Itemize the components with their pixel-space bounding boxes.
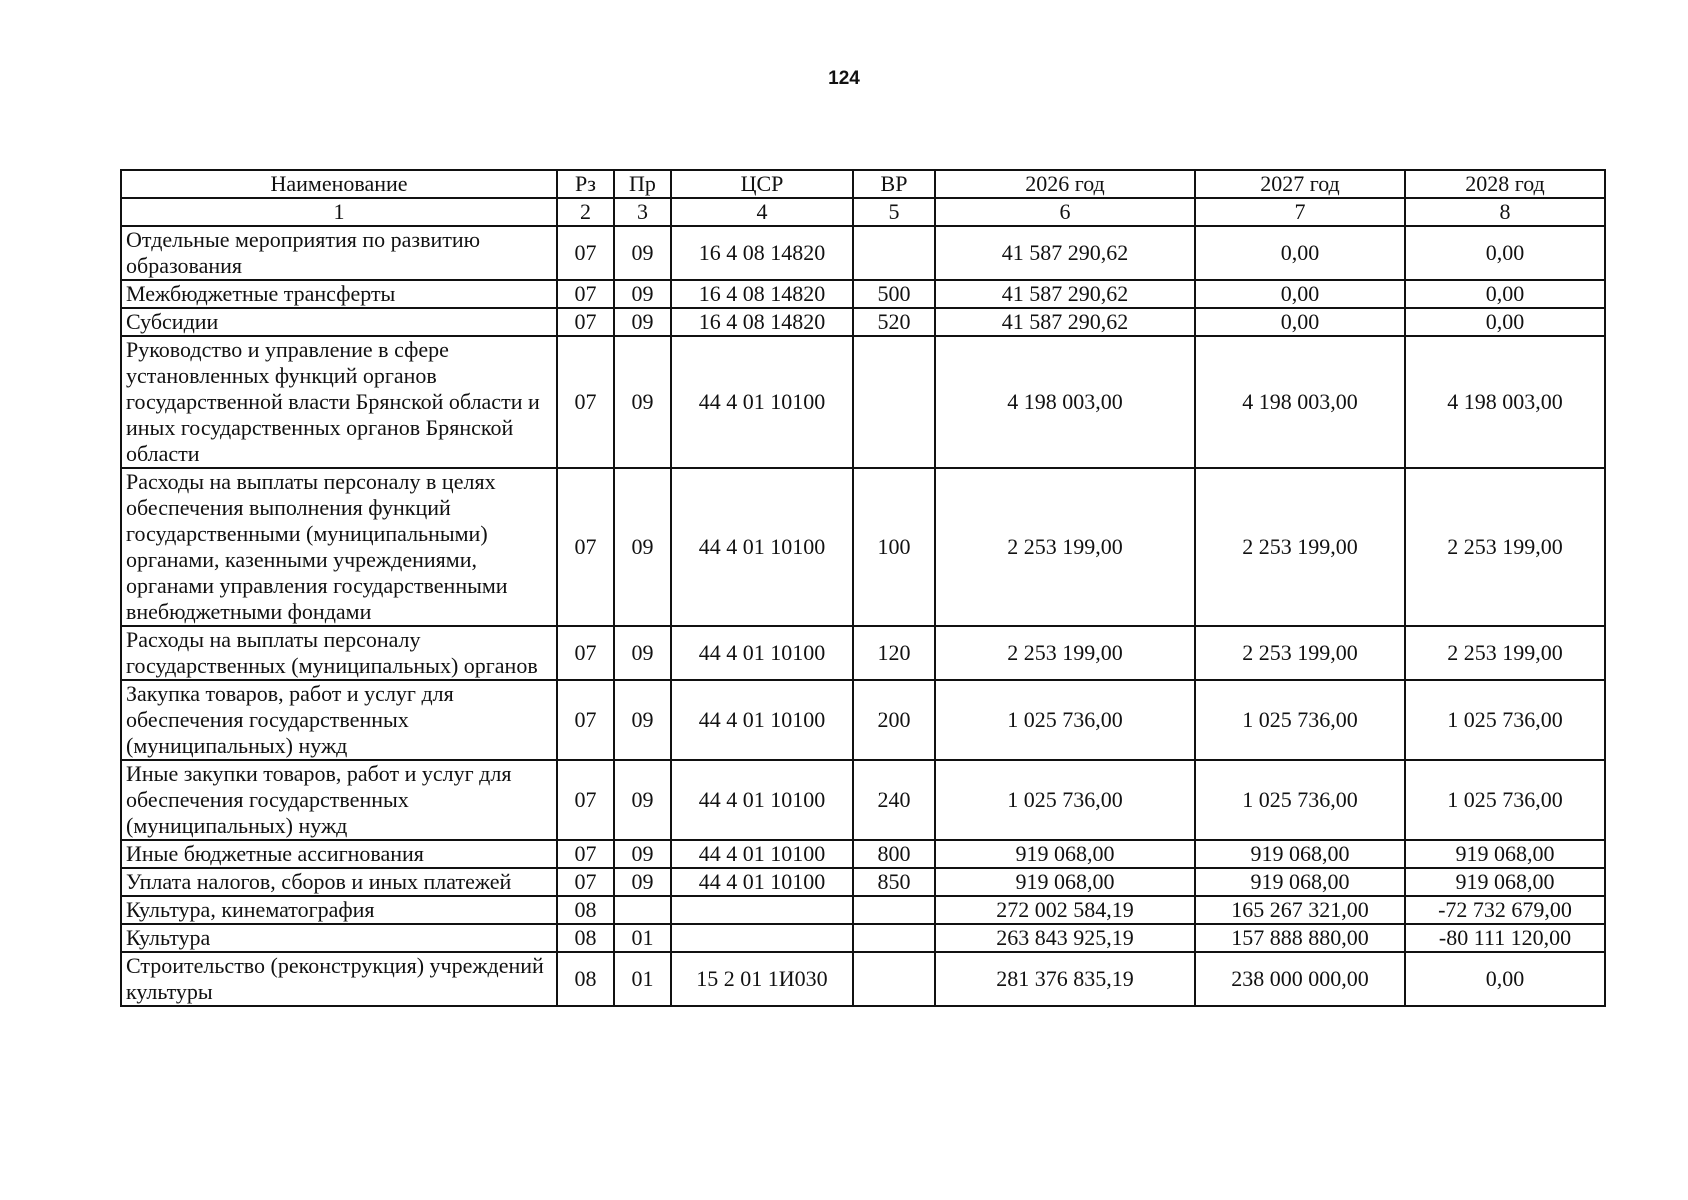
row-csr: 44 4 01 10100 [671,760,853,840]
row-csr: 44 4 01 10100 [671,868,853,896]
row-2026: 919 068,00 [935,868,1195,896]
header-2026: 2026 год [935,170,1195,198]
column-number: 8 [1405,198,1605,226]
row-2026: 2 253 199,00 [935,468,1195,626]
row-name: Расходы на выплаты персоналу в целях обеспечения выполнения функций государственными (муниципальными) органами, казенными учреждениями, органами управления государственными внебюджетными фондами [121,468,557,626]
row-name: Отдельные мероприятия по развитию образования [121,226,557,280]
row-2027: 157 888 880,00 [1195,924,1405,952]
column-number: 7 [1195,198,1405,226]
table-row [121,308,1605,336]
row-rz: 07 [557,468,614,626]
row-name: Культура, кинематография [121,896,557,924]
row-2028: 919 068,00 [1405,868,1605,896]
row-name: Уплата налогов, сборов и иных платежей [121,868,557,896]
row-rz: 07 [557,280,614,308]
row-name: Расходы на выплаты персоналу государственных (муниципальных) органов [121,626,557,680]
row-vr [853,226,935,280]
header-2028: 2028 год [1405,170,1605,198]
column-number: 3 [614,198,671,226]
row-rz: 07 [557,760,614,840]
row-2028: 4 198 003,00 [1405,336,1605,468]
row-name: Закупка товаров, работ и услуг для обеспечения государственных (муниципальных) нужд [121,680,557,760]
row-rz: 08 [557,896,614,924]
row-csr: 16 4 08 14820 [671,308,853,336]
row-rz: 08 [557,952,614,1006]
row-2028: 0,00 [1405,308,1605,336]
row-2026: 41 587 290,62 [935,280,1195,308]
table-row [121,280,1605,308]
row-vr: 120 [853,626,935,680]
row-2027: 0,00 [1195,280,1405,308]
row-2027: 2 253 199,00 [1195,626,1405,680]
table-row [121,952,1605,1006]
row-2026: 41 587 290,62 [935,308,1195,336]
row-pr: 09 [614,226,671,280]
header-vr: ВР [853,170,935,198]
row-2028: 2 253 199,00 [1405,468,1605,626]
row-2027: 919 068,00 [1195,868,1405,896]
row-rz: 08 [557,924,614,952]
row-rz: 07 [557,680,614,760]
row-2027: 2 253 199,00 [1195,468,1405,626]
row-2028: 0,00 [1405,226,1605,280]
row-2028: -80 111 120,00 [1405,924,1605,952]
row-csr [671,924,853,952]
row-rz: 07 [557,868,614,896]
row-vr: 500 [853,280,935,308]
table-row [121,924,1605,952]
row-csr: 44 4 01 10100 [671,468,853,626]
row-pr: 09 [614,868,671,896]
column-number-row [121,198,1605,226]
row-vr: 240 [853,760,935,840]
row-vr [853,924,935,952]
row-name: Иные закупки товаров, работ и услуг для обеспечения государственных (муниципальных) нужд [121,760,557,840]
row-csr: 44 4 01 10100 [671,840,853,868]
row-pr: 09 [614,308,671,336]
column-number: 1 [121,198,557,226]
row-2027: 165 267 321,00 [1195,896,1405,924]
header-row [121,170,1605,198]
header-2027: 2027 год [1195,170,1405,198]
page-number: 124 [828,68,860,89]
row-2028: 0,00 [1405,952,1605,1006]
table-row [121,868,1605,896]
row-2026: 4 198 003,00 [935,336,1195,468]
table-row [121,336,1605,468]
column-number: 6 [935,198,1195,226]
column-number: 2 [557,198,614,226]
row-rz: 07 [557,840,614,868]
row-2028: 0,00 [1405,280,1605,308]
budget-table [120,169,1606,1007]
row-name: Субсидии [121,308,557,336]
row-vr: 520 [853,308,935,336]
row-2026: 263 843 925,19 [935,924,1195,952]
column-number: 5 [853,198,935,226]
row-name: Иные бюджетные ассигнования [121,840,557,868]
row-2026: 281 376 835,19 [935,952,1195,1006]
row-name: Межбюджетные трансферты [121,280,557,308]
table-row [121,468,1605,626]
row-2027: 4 198 003,00 [1195,336,1405,468]
row-2026: 1 025 736,00 [935,680,1195,760]
row-2027: 0,00 [1195,226,1405,280]
row-pr: 09 [614,336,671,468]
row-2026: 1 025 736,00 [935,760,1195,840]
row-vr [853,896,935,924]
row-2028: -72 732 679,00 [1405,896,1605,924]
row-2028: 1 025 736,00 [1405,760,1605,840]
row-csr: 16 4 08 14820 [671,226,853,280]
table-row [121,626,1605,680]
row-pr: 01 [614,952,671,1006]
table-row [121,760,1605,840]
row-2027: 238 000 000,00 [1195,952,1405,1006]
row-vr: 850 [853,868,935,896]
header-name: Наименование [121,170,557,198]
table-row [121,840,1605,868]
row-pr: 09 [614,468,671,626]
column-number: 4 [671,198,853,226]
row-2026: 272 002 584,19 [935,896,1195,924]
row-name: Руководство и управление в сфере установленных функций органов государственной власти Брянской области и иных государственных органов Брянской области [121,336,557,468]
row-2028: 1 025 736,00 [1405,680,1605,760]
row-vr: 100 [853,468,935,626]
header-pr: Пр [614,170,671,198]
table-row [121,226,1605,280]
row-2027: 919 068,00 [1195,840,1405,868]
row-pr: 09 [614,680,671,760]
table-row [121,896,1605,924]
row-csr: 15 2 01 1И030 [671,952,853,1006]
row-csr: 44 4 01 10100 [671,336,853,468]
row-rz: 07 [557,336,614,468]
row-2027: 1 025 736,00 [1195,760,1405,840]
row-csr: 44 4 01 10100 [671,626,853,680]
table-row [121,680,1605,760]
row-csr: 44 4 01 10100 [671,680,853,760]
row-vr: 800 [853,840,935,868]
row-vr: 200 [853,680,935,760]
row-csr [671,896,853,924]
row-2026: 41 587 290,62 [935,226,1195,280]
row-2027: 1 025 736,00 [1195,680,1405,760]
row-vr [853,336,935,468]
row-pr: 09 [614,626,671,680]
row-2028: 919 068,00 [1405,840,1605,868]
row-2027: 0,00 [1195,308,1405,336]
row-2026: 2 253 199,00 [935,626,1195,680]
row-2026: 919 068,00 [935,840,1195,868]
row-rz: 07 [557,626,614,680]
row-csr: 16 4 08 14820 [671,280,853,308]
header-rz: Рз [557,170,614,198]
row-name: Строительство (реконструкция) учреждений культуры [121,952,557,1006]
header-csr: ЦСР [671,170,853,198]
row-name: Культура [121,924,557,952]
row-pr: 09 [614,760,671,840]
row-pr: 01 [614,924,671,952]
row-rz: 07 [557,226,614,280]
row-rz: 07 [557,308,614,336]
row-pr: 09 [614,840,671,868]
row-pr: 09 [614,280,671,308]
row-2028: 2 253 199,00 [1405,626,1605,680]
row-pr [614,896,671,924]
row-vr [853,952,935,1006]
